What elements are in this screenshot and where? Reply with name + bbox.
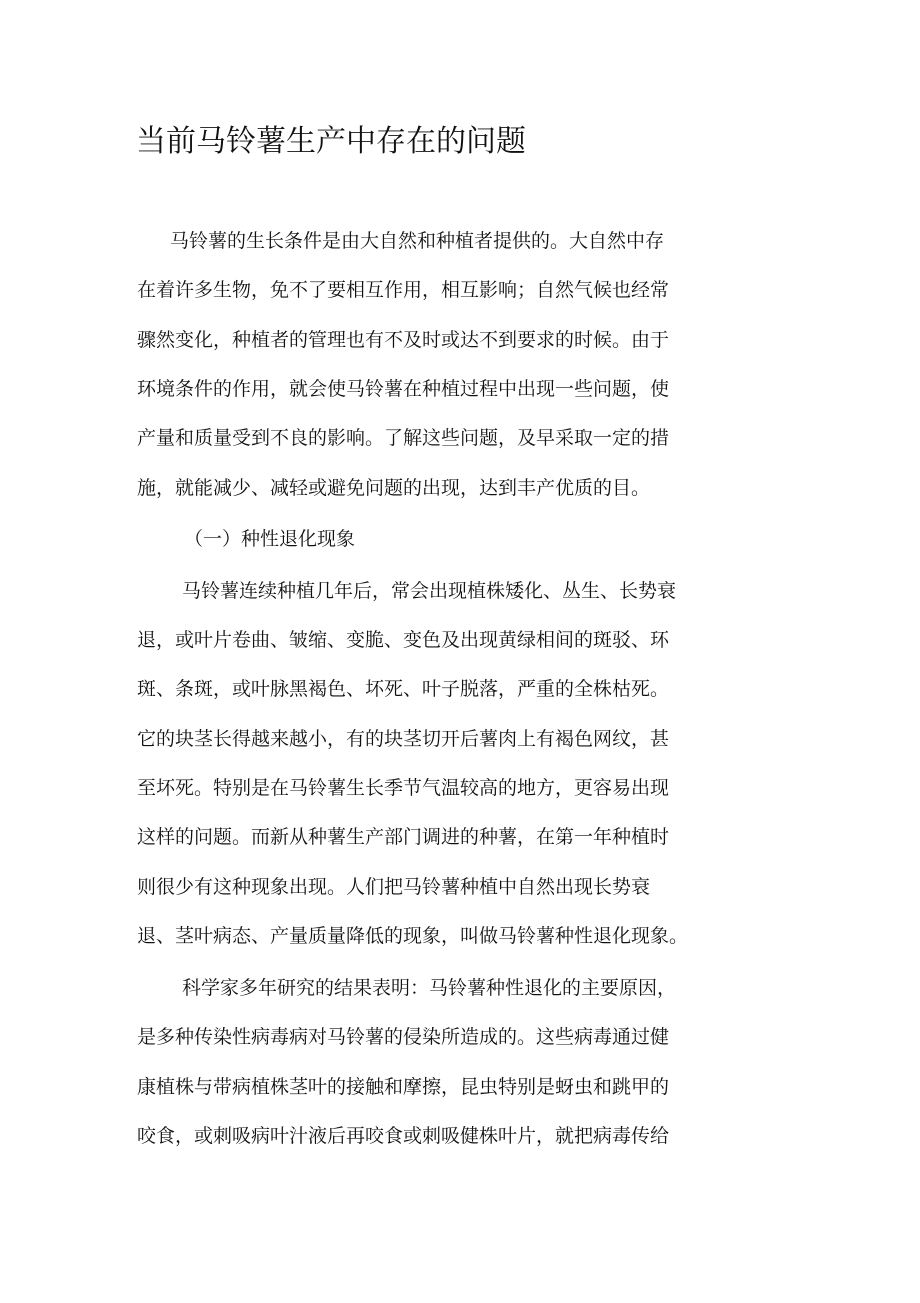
paragraph-line: 产量和质量受到不良的影响。了解这些问题，及早采取一定的措: [137, 427, 670, 449]
paragraph-line: 至坏死。特别是在马铃薯生长季节气温较高的地方，更容易出现: [137, 777, 670, 799]
paragraph-line: 施，就能减少、减轻或避免问题的出现，达到丰产优质的目。: [137, 477, 651, 499]
paragraph-line: 康植株与带病植株茎叶的接触和摩擦，昆虫特别是蚜虫和跳甲的: [137, 1076, 670, 1098]
paragraph-line: 退，或叶片卷曲、皱缩、变脆、变色及出现黄绿相间的斑驳、环: [137, 629, 670, 651]
paragraph-line: 在着许多生物，免不了要相互作用，相互影响；自然气候也经常: [137, 279, 670, 301]
paragraph-line: 退、茎叶病态、产量质量降低的现象，叫做马铃薯种性退化现象。: [137, 925, 689, 947]
document-title: 当前马铃薯生产中存在的问题: [136, 124, 526, 159]
paragraph-line: 是多种传染性病毒病对马铃薯的侵染所造成的。这些病毒通过健: [137, 1026, 670, 1048]
paragraph-line: 科学家多年研究的结果表明：马铃薯种性退化的主要原因，: [182, 977, 677, 999]
paragraph-line: 这样的问题。而新从种薯生产部门调进的种薯，在第一年种植时: [137, 826, 670, 848]
paragraph-line: 马铃薯的生长条件是由大自然和种植者提供的。大自然中存: [170, 230, 665, 252]
paragraph-line: 骤然变化，种植者的管理也有不及时或达不到要求的时候。由于: [137, 329, 670, 351]
paragraph-line: 咬食，或刺吸病叶汁液后再咬食或刺吸健株叶片，就把病毒传给: [137, 1125, 670, 1147]
paragraph-line: 它的块茎长得越来越小，有的块茎切开后薯肉上有褐色网纹，甚: [137, 728, 670, 750]
paragraph-line: 环境条件的作用，就会使马铃薯在种植过程中出现一些问题，使: [137, 378, 670, 400]
section-heading: （一）种性退化现象: [184, 528, 356, 550]
paragraph-line: 则很少有这种现象出现。人们把马铃薯种植中自然出现长势衰: [137, 876, 651, 898]
paragraph-line: 斑、条斑，或叶脉黑褐色、坏死、叶子脱落，严重的全株枯死。: [137, 678, 670, 700]
paragraph-line: 马铃薯连续种植几年后，常会出现植株矮化、丛生、长势衰: [182, 580, 677, 602]
